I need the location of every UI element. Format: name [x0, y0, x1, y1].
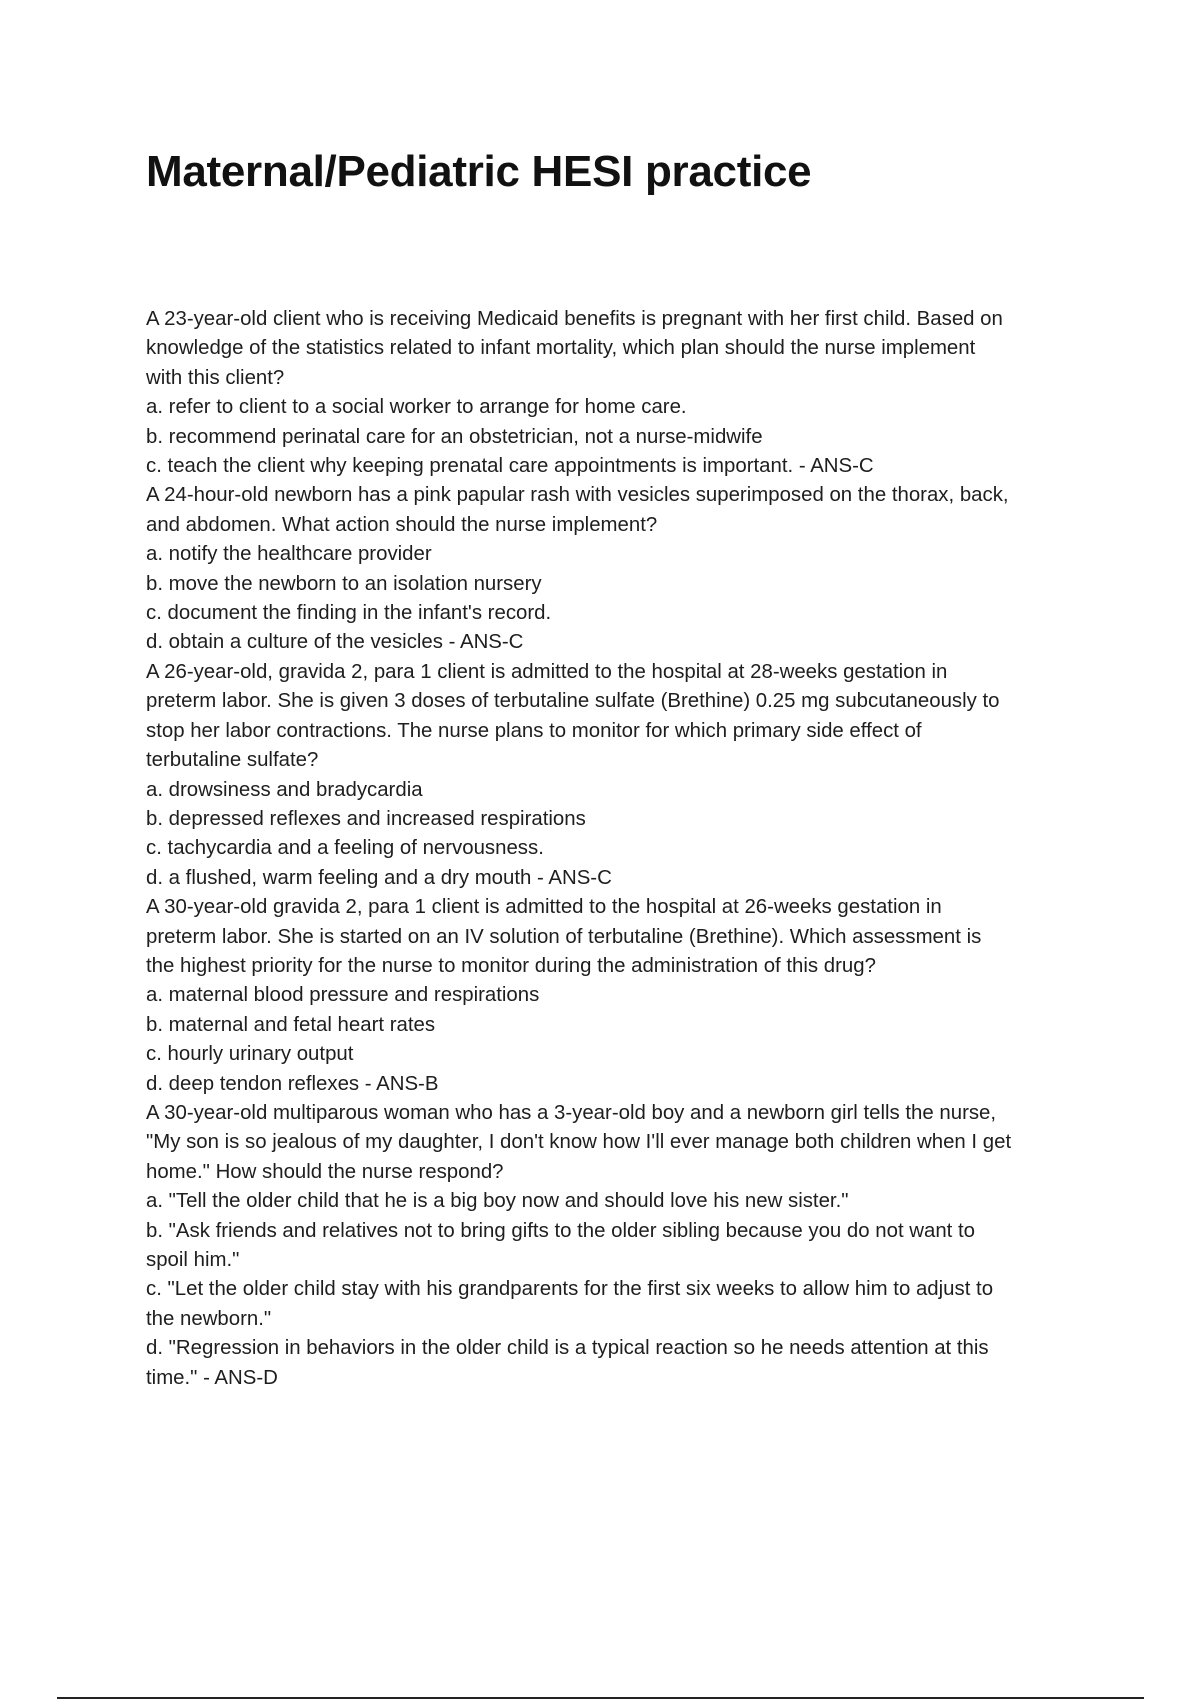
question-stem-line: preterm labor. She is started on an IV solution of terbutaline (Brethine). Which assessment is: [146, 925, 982, 948]
question-stem-line: home." How should the nurse respond?: [146, 1160, 504, 1183]
question-stem-line: the highest priority for the nurse to monitor during the administration of this drug?: [146, 954, 876, 977]
question-stem-line: terbutaline sulfate?: [146, 749, 319, 772]
answer-option: d. obtain a culture of the vesicles - ANS-C: [146, 631, 524, 654]
answer-option: a. notify the healthcare provider: [146, 543, 432, 566]
question-item: [146, 658, 1096, 893]
answer-option: d. "Regression in behaviors in the older child is a typical reaction so he needs attention at this: [146, 1337, 989, 1360]
question-item: [146, 1099, 1096, 1393]
answer-option: a. refer to client to a social worker to arrange for home care.: [146, 396, 687, 419]
footer-divider: [57, 1697, 1144, 1699]
answer-option: spoil him.": [146, 1249, 240, 1271]
question-stem-line: A 24-hour-old newborn has a pink papular rash with vesicles superimposed on the thorax, back,: [146, 484, 1009, 507]
answer-option: d. a flushed, warm feeling and a dry mouth - ANS-C: [146, 866, 612, 889]
question-stem-line: "My son is so jealous of my daughter, I don't know how I'll ever manage both children when I get: [146, 1131, 1012, 1154]
answer-option: b. move the newborn to an isolation nursery: [146, 572, 542, 595]
answer-option: c. tachycardia and a feeling of nervousness.: [146, 837, 544, 860]
answer-option: the newborn.": [146, 1307, 272, 1330]
question-stem-line: and abdomen. What action should the nurse implement?: [146, 513, 658, 536]
page-title: Maternal/Pediatric HESI practice: [146, 147, 812, 196]
question-stem-line: A 30-year-old gravida 2, para 1 client is admitted to the hospital at 26-weeks gestation in: [146, 896, 942, 919]
answer-option: a. drowsiness and bradycardia: [146, 778, 423, 801]
answer-option: time." - ANS-D: [146, 1366, 278, 1389]
question-stem-line: A 23-year-old client who is receiving Medicaid benefits is pregnant with her first child. Based on: [146, 308, 1003, 330]
answer-option: d. deep tendon reflexes - ANS-B: [146, 1072, 439, 1095]
question-stem-line: knowledge of the statistics related to infant mortality, which plan should the nurse implement: [146, 337, 976, 360]
question-item: [146, 893, 1096, 1099]
answer-option: b. recommend perinatal care for an obstetrician, not a nurse-midwife: [146, 425, 763, 448]
answer-option: a. "Tell the older child that he is a big boy now and should love his new sister.": [146, 1190, 849, 1213]
question-stem-line: with this client?: [146, 366, 285, 389]
question-item: [146, 481, 1096, 657]
question-list: [146, 305, 1096, 1393]
question-stem-line: stop her labor contractions. The nurse plans to monitor for which primary side effect of: [146, 719, 922, 742]
answer-option: c. hourly urinary output: [146, 1043, 354, 1066]
answer-option: c. document the finding in the infant's record.: [146, 602, 552, 625]
answer-option: b. depressed reflexes and increased respirations: [146, 807, 586, 830]
answer-option: b. maternal and fetal heart rates: [146, 1013, 436, 1036]
answer-option: c. teach the client why keeping prenatal care appointments is important. - ANS-C: [146, 455, 874, 478]
question-item: [146, 305, 1096, 481]
question-stem-line: A 30-year-old multiparous woman who has a 3-year-old boy and a newborn girl tells the nurse,: [146, 1101, 997, 1124]
answer-option: b. "Ask friends and relatives not to bring gifts to the older sibling because you do not want to: [146, 1219, 976, 1242]
answer-option: a. maternal blood pressure and respirations: [146, 984, 540, 1007]
question-stem-line: A 26-year-old, gravida 2, para 1 client is admitted to the hospital at 28-weeks gestation in: [146, 660, 948, 683]
question-stem-line: preterm labor. She is given 3 doses of terbutaline sulfate (Brethine) 0.25 mg subcutaneously to: [146, 690, 1000, 713]
answer-option: c. "Let the older child stay with his grandparents for the first six weeks to allow him to adjust to: [146, 1278, 994, 1301]
